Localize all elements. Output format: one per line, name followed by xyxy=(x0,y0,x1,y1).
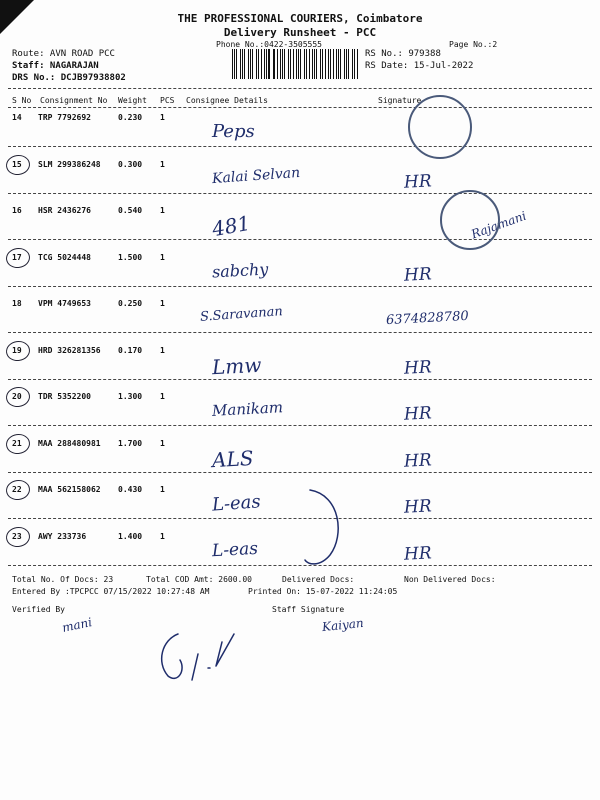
consignee-handwriting: L-eas xyxy=(211,538,259,561)
consignee-handwriting: ALS xyxy=(211,445,255,472)
consignee-handwriting: Lmw xyxy=(211,352,262,379)
bracket-stroke xyxy=(300,475,360,575)
runsheet-title: Delivery Runsheet - PCC xyxy=(223,26,377,39)
row-pcs: 1 xyxy=(160,299,165,308)
route: Route: AVN ROAD PCC xyxy=(12,49,115,59)
handwritten-circle xyxy=(5,525,32,548)
row-consignment: AWY 233736 xyxy=(38,531,87,541)
col-pcs: PCS xyxy=(160,96,175,105)
row-weight: 0.250 xyxy=(118,299,143,308)
col-consignee: Consignee Details xyxy=(186,96,268,105)
row-pcs: 1 xyxy=(160,392,165,401)
delivered-docs: Delivered Docs: xyxy=(282,575,355,584)
row-pcs: 1 xyxy=(160,438,165,448)
phone-number: Phone No.:0422-3505555 xyxy=(216,40,322,49)
row-consignment: TCG 5024448 xyxy=(38,252,91,262)
barcode xyxy=(232,49,360,79)
row-sno: 15 xyxy=(12,159,22,169)
handwritten-circle xyxy=(5,246,32,269)
receiver-signature: HR xyxy=(403,542,433,565)
row-pcs: 1 xyxy=(160,206,165,215)
receiver-signature: HR xyxy=(403,170,433,193)
consignee-handwriting: Peps xyxy=(212,121,255,142)
row-divider xyxy=(8,379,592,380)
company-stamp xyxy=(408,95,472,159)
row-weight: 0.170 xyxy=(118,345,143,355)
total-cod: Total COD Amt: 2600.00 xyxy=(146,575,252,584)
row-divider xyxy=(8,146,592,147)
total-docs: Total No. Of Docs: 23 xyxy=(12,575,114,584)
staff-signature-label: Staff Signature xyxy=(272,605,345,614)
row-sno: 19 xyxy=(12,345,22,355)
row-sno: 14 xyxy=(12,113,22,122)
divider xyxy=(8,88,592,89)
company-stamp xyxy=(440,190,500,250)
row-sno: 18 xyxy=(12,299,22,308)
row-consignment: TDR 5352200 xyxy=(38,392,91,401)
row-pcs: 1 xyxy=(160,485,165,494)
row-pcs: 1 xyxy=(160,252,165,262)
row-weight: 0.230 xyxy=(118,113,143,122)
col-consignment: Consignment No xyxy=(40,96,108,105)
consignee-handwriting: 481 xyxy=(210,210,252,242)
row-consignment: SLM 299386248 xyxy=(38,159,101,169)
row-consignment: TRP 7792692 xyxy=(38,113,91,122)
row-sno: 16 xyxy=(12,206,22,215)
receiver-signature: Rajamani xyxy=(469,208,529,242)
row-weight: 1.700 xyxy=(118,438,143,448)
row-weight: 0.300 xyxy=(118,159,143,169)
non-delivered-docs: Non Delivered Docs: xyxy=(404,575,496,584)
col-sno: S No xyxy=(12,96,32,105)
verifier-signature: mani xyxy=(60,615,94,635)
row-weight: 0.540 xyxy=(118,206,143,215)
handwritten-circle xyxy=(5,339,32,362)
verified-by-label: Verified By xyxy=(12,605,65,614)
divider xyxy=(8,107,592,108)
printed-on: Printed On: 15-07-2022 11:24:05 xyxy=(248,587,398,596)
page-number: Page No.:2 xyxy=(449,40,498,49)
entered-by: Entered By :TPCPCC 07/15/2022 10:27:48 AM xyxy=(12,587,210,596)
drs-number: DRS No.: DCJB97938802 xyxy=(12,73,126,83)
row-consignment: VPM 4749653 xyxy=(38,299,91,308)
receiver-signature: HR xyxy=(403,356,433,379)
row-divider xyxy=(8,425,592,426)
receiver-signature: 6374828780 xyxy=(385,308,470,329)
row-divider xyxy=(8,332,592,333)
receiver-signature: HR xyxy=(403,449,433,472)
handwritten-circle xyxy=(5,478,32,501)
receiver-signature: HR xyxy=(403,403,433,425)
rs-number: RS No.: 979388 xyxy=(365,49,441,59)
rs-date: RS Date: 15-Jul-2022 xyxy=(365,61,474,71)
row-consignment: HRD 326281356 xyxy=(38,345,101,355)
consignee-handwriting: Kalai Selvan xyxy=(211,164,301,187)
row-weight: 1.500 xyxy=(118,252,143,262)
row-sno: 22 xyxy=(12,485,22,494)
row-divider xyxy=(8,239,592,240)
row-pcs: 1 xyxy=(160,345,165,355)
col-weight: Weight xyxy=(118,96,147,105)
handwritten-circle xyxy=(5,385,32,408)
row-weight: 1.400 xyxy=(118,531,143,541)
row-pcs: 1 xyxy=(160,531,165,541)
row-divider xyxy=(8,472,592,473)
row-pcs: 1 xyxy=(160,113,165,122)
row-pcs: 1 xyxy=(160,159,165,169)
row-sno: 23 xyxy=(12,531,22,541)
row-divider xyxy=(8,286,592,287)
row-sno: 20 xyxy=(12,392,22,401)
staff-signature: Kaiyan xyxy=(321,615,365,635)
receiver-signature: HR xyxy=(403,496,433,518)
row-divider xyxy=(8,193,592,194)
company-title: THE PROFESSIONAL COURIERS, Coimbatore xyxy=(177,12,423,25)
row-weight: 1.300 xyxy=(118,392,143,401)
row-consignment: MAA 288480981 xyxy=(38,438,101,448)
handwritten-circle xyxy=(5,153,32,176)
handwritten-circle xyxy=(5,432,32,455)
consignee-handwriting: sabchy xyxy=(211,259,269,281)
col-signature: Signature xyxy=(378,96,422,105)
consignee-handwriting: S.Saravanan xyxy=(199,304,284,325)
row-sno: 17 xyxy=(12,252,22,262)
row-sno: 21 xyxy=(12,438,22,448)
consignee-handwriting: Manikam xyxy=(211,398,284,420)
staff: Staff: NAGARAJAN xyxy=(12,61,99,71)
row-weight: 0.430 xyxy=(118,485,143,494)
consignee-handwriting: L-eas xyxy=(211,491,262,516)
receiver-signature: HR xyxy=(403,263,433,286)
row-consignment: MAA 562158062 xyxy=(38,485,101,494)
row-consignment: HSR 2436276 xyxy=(38,206,91,215)
